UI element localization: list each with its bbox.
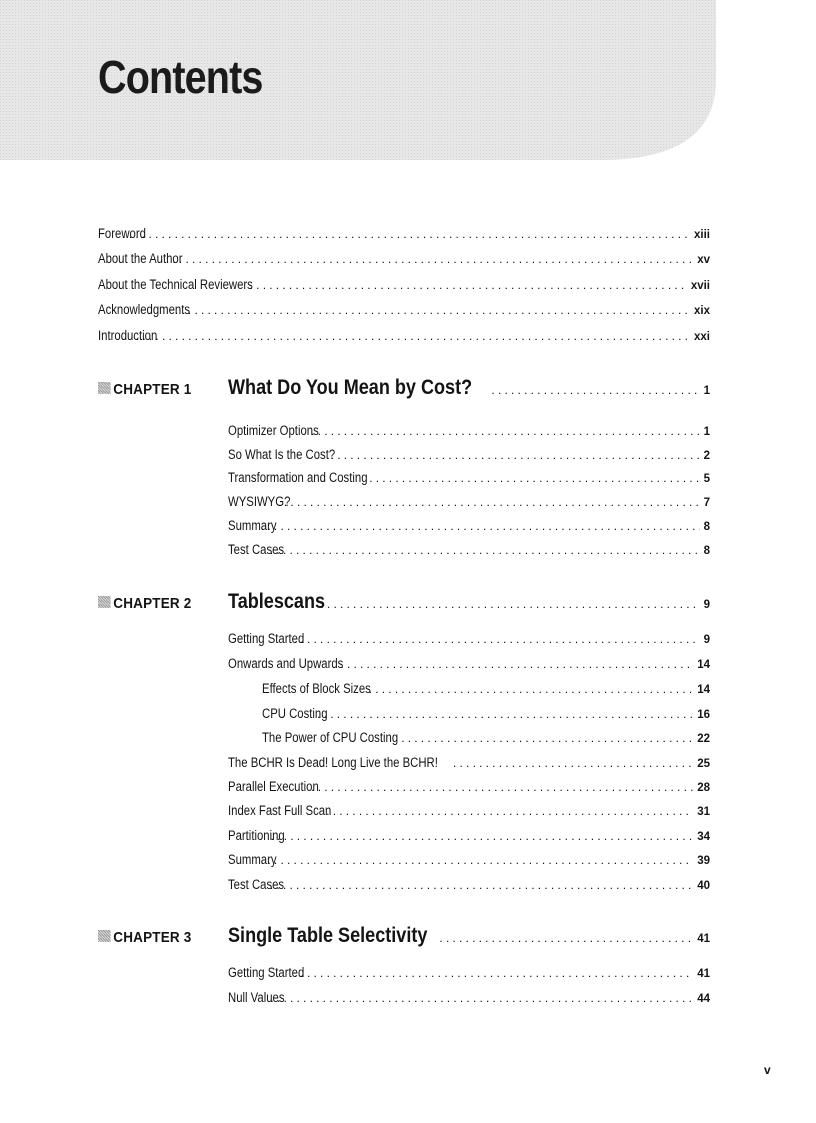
toc-entry[interactable] <box>98 327 710 345</box>
chapter-marker-icon <box>98 930 111 942</box>
toc-entry-page: 25 <box>697 758 710 770</box>
toc-entry[interactable] <box>228 655 710 673</box>
dot-leader <box>136 327 690 345</box>
dot-leader <box>122 225 690 243</box>
toc-entry-page: 9 <box>703 634 710 646</box>
toc-entry-label: Effects of Block Sizes <box>262 681 371 696</box>
dot-leader <box>331 446 700 464</box>
chapter-marker-icon <box>98 382 111 394</box>
toc-entry-page: xix <box>694 305 710 317</box>
toc-entry[interactable] <box>228 754 710 772</box>
dot-leader <box>439 931 693 945</box>
chapter-label <box>98 929 215 946</box>
toc-entry[interactable] <box>228 517 710 535</box>
dot-leader <box>453 754 693 772</box>
toc-subentry[interactable] <box>262 729 710 747</box>
toc-entry-label: WYSIWYG? <box>228 494 291 509</box>
dot-leader <box>166 250 693 268</box>
dot-leader <box>491 383 699 397</box>
toc-subentry[interactable] <box>262 705 710 723</box>
toc-entry-label: Parallel Execution <box>228 779 319 794</box>
toc-entry-label: Partitioning <box>228 828 285 843</box>
chapter-title: Single Table Selectivity <box>228 924 428 947</box>
toc-entry-page: 2 <box>703 450 710 462</box>
toc-entry[interactable] <box>98 276 710 294</box>
toc-entry-label: Null Values <box>228 990 285 1005</box>
toc-entry-label: CPU Costing <box>262 706 328 721</box>
toc-entry-label: The Power of CPU Costing <box>262 730 399 745</box>
dot-leader <box>369 680 694 698</box>
toc-entry-page: 14 <box>697 659 710 671</box>
dot-leader <box>401 729 693 747</box>
toc-entry-page: 39 <box>697 855 710 867</box>
dot-leader <box>320 597 699 611</box>
toc-entry-page: xiii <box>694 229 710 241</box>
chapter-page: 1 <box>703 385 710 397</box>
dot-leader <box>294 964 693 982</box>
toc-entry-page: 28 <box>697 782 710 794</box>
toc-entry[interactable] <box>228 446 710 464</box>
dot-leader <box>261 851 693 869</box>
toc-entry-page: 1 <box>703 426 710 438</box>
toc-entry[interactable] <box>228 802 710 820</box>
toc-entry-label: Getting Started <box>228 631 305 646</box>
toc-entry[interactable] <box>228 876 710 894</box>
toc-entry-page: 34 <box>697 831 710 843</box>
dot-leader <box>311 422 699 440</box>
toc-entry[interactable] <box>98 225 710 243</box>
toc-subentry[interactable] <box>262 680 710 698</box>
toc-entry-label: About the Author <box>98 251 183 266</box>
chapter-heading[interactable] <box>98 924 710 950</box>
chapter-heading[interactable] <box>98 590 710 616</box>
chapter-page: 9 <box>703 599 710 611</box>
toc-entry-label: Test Cases <box>228 542 285 557</box>
toc-entry-label: Foreword <box>98 226 146 241</box>
toc-entry-label: Summary <box>228 518 277 533</box>
toc-entry-page: xvii <box>690 280 710 292</box>
toc-entry-label: Transformation and Costing <box>228 470 368 485</box>
toc-entry-label: About the Technical Reviewers <box>98 277 253 292</box>
toc-entry[interactable] <box>228 778 710 796</box>
chapter-title: Tablescans <box>228 590 326 613</box>
page-title: Contents <box>98 51 263 103</box>
chapter-page: 41 <box>697 933 710 945</box>
toc-entry-label: The BCHR Is Dead! Long Live the BCHR! <box>228 755 438 770</box>
toc-entry[interactable] <box>228 493 710 511</box>
toc-entry[interactable] <box>228 469 710 487</box>
dot-leader <box>261 517 700 535</box>
dot-leader <box>277 493 699 511</box>
chapter-number: CHAPTER 1 <box>113 381 192 398</box>
page-number: v <box>764 1063 771 1077</box>
toc-entry-page: 8 <box>703 521 710 533</box>
chapter-label <box>98 595 215 612</box>
toc-entry-page: xxi <box>694 331 710 343</box>
toc-entry-label: Onwards and Upwards <box>228 656 344 671</box>
toc-entry-page: 31 <box>697 806 710 818</box>
chapter-marker-icon <box>98 596 111 608</box>
toc-entry-page: 8 <box>703 545 710 557</box>
toc-entry-page: 22 <box>697 733 710 745</box>
chapter-heading[interactable] <box>98 376 710 402</box>
toc-entry[interactable] <box>228 851 710 869</box>
toc-entry-label: Acknowledgments <box>98 302 191 317</box>
chapter-number: CHAPTER 3 <box>113 929 192 946</box>
dot-leader <box>311 778 693 796</box>
toc-entry-page: 40 <box>697 880 710 892</box>
dot-leader <box>175 301 690 319</box>
dot-leader <box>369 469 699 487</box>
dot-leader <box>317 705 693 723</box>
chapter-title: What Do You Mean by Cost? <box>228 376 473 399</box>
toc-entry-label: Introduction <box>98 328 158 343</box>
toc-entry-label: Test Cases <box>228 877 285 892</box>
toc-entry[interactable] <box>228 422 710 440</box>
dot-leader <box>271 827 694 845</box>
dot-leader <box>326 802 693 820</box>
toc-entry-label: Optimizer Options <box>228 423 319 438</box>
toc-entry-page: xv <box>697 254 710 266</box>
toc-entry-page: 14 <box>697 684 710 696</box>
toc-entry-page: 16 <box>697 709 710 721</box>
toc-entry-page: 5 <box>703 473 710 485</box>
toc-entry-label: Getting Started <box>228 965 305 980</box>
toc-entry[interactable] <box>98 250 710 268</box>
dot-leader <box>250 276 687 294</box>
toc-entry[interactable] <box>228 964 710 982</box>
toc-entry-label: Index Fast Full Scan <box>228 803 332 818</box>
toc-entry[interactable] <box>98 301 710 319</box>
toc-entry-page: 41 <box>697 968 710 980</box>
toc-entry-page: 7 <box>703 497 710 509</box>
chapter-label <box>98 381 215 398</box>
dot-leader <box>270 876 693 894</box>
toc-entry[interactable] <box>228 541 710 559</box>
dot-leader <box>270 989 693 1007</box>
dot-leader <box>270 541 700 559</box>
dot-leader <box>294 630 700 648</box>
toc-entry-label: Summary <box>228 852 277 867</box>
toc-entry[interactable] <box>228 989 710 1007</box>
toc-entry-page: 44 <box>697 993 710 1005</box>
toc-entry[interactable] <box>228 827 710 845</box>
toc-entry[interactable] <box>228 630 710 648</box>
chapter-number: CHAPTER 2 <box>113 595 192 612</box>
dot-leader <box>340 655 693 673</box>
toc-entry-label: So What Is the Cost? <box>228 447 336 462</box>
